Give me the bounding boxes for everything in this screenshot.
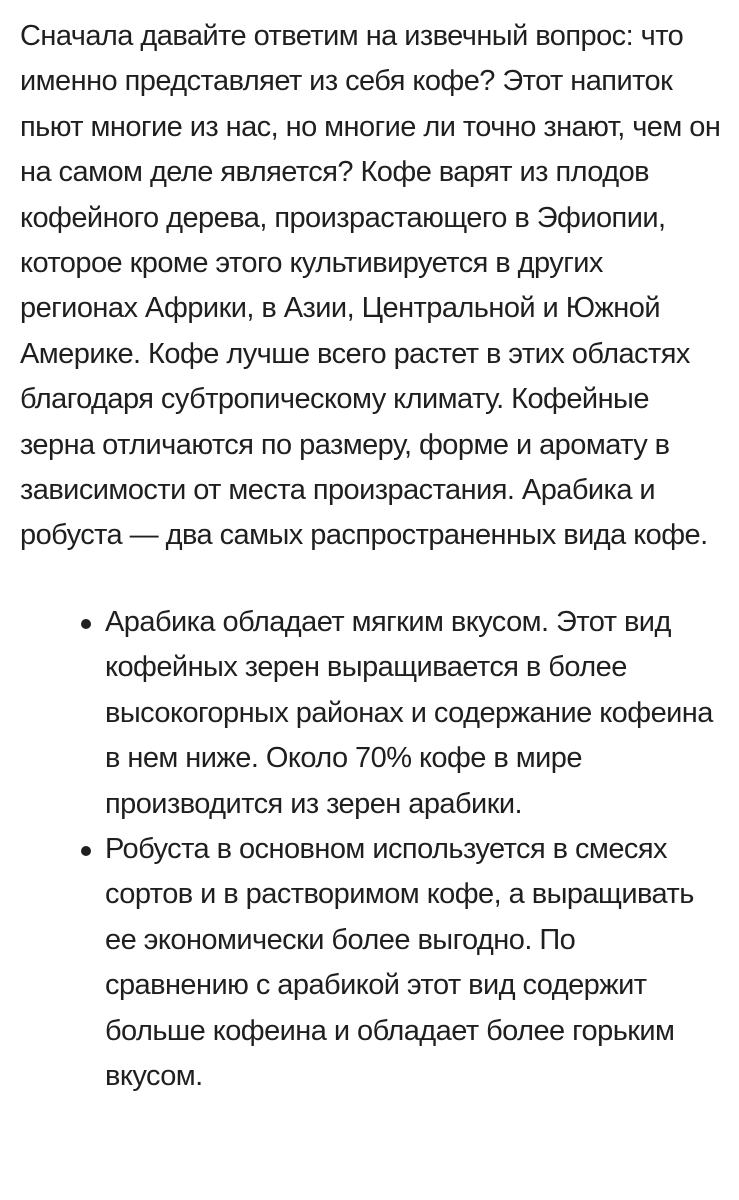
list-item-text: Арабика обладает мягким вкусом. Этот вид кофейных зерен выращивается в более высокогорных районах и содержание кофеина в нем ниже. Около 70% кофе в мире производится из зерен арабики. [105,605,713,820]
list-item-robusta [20,827,726,1099]
list-item-text: Робуста в основном используется в смесях сортов и в растворимом кофе, а выращивать ее экономически более выгодно. По сравнению с арабикой этот вид содержит больше кофеина и обладает более горьким вкусом. [105,832,694,1092]
coffee-types-list [20,600,726,1099]
bullet-icon [81,619,91,629]
article-body [20,14,726,1099]
intro-paragraph: Сначала давайте ответим на извечный вопрос: что именно представляет из себя кофе? Этот напиток пьют многие из нас, но многие ли точно знают, чем он на самом деле является? Кофе варят из плодов кофейного дерева, произрастающего в Эфиопии, которое кроме этого культивируется в других регионах Африки, в Азии, Центральной и Южной Америке. Кофе лучше всего растет в этих областях благодаря субтропическому климату. Кофейные зерна отличаются по размеру, форме и аромату в зависимости от места произрастания. Арабика и робуста — два самых распространенных вида кофе. [20,20,721,552]
bullet-icon [81,846,91,856]
list-item-arabica [20,600,726,827]
